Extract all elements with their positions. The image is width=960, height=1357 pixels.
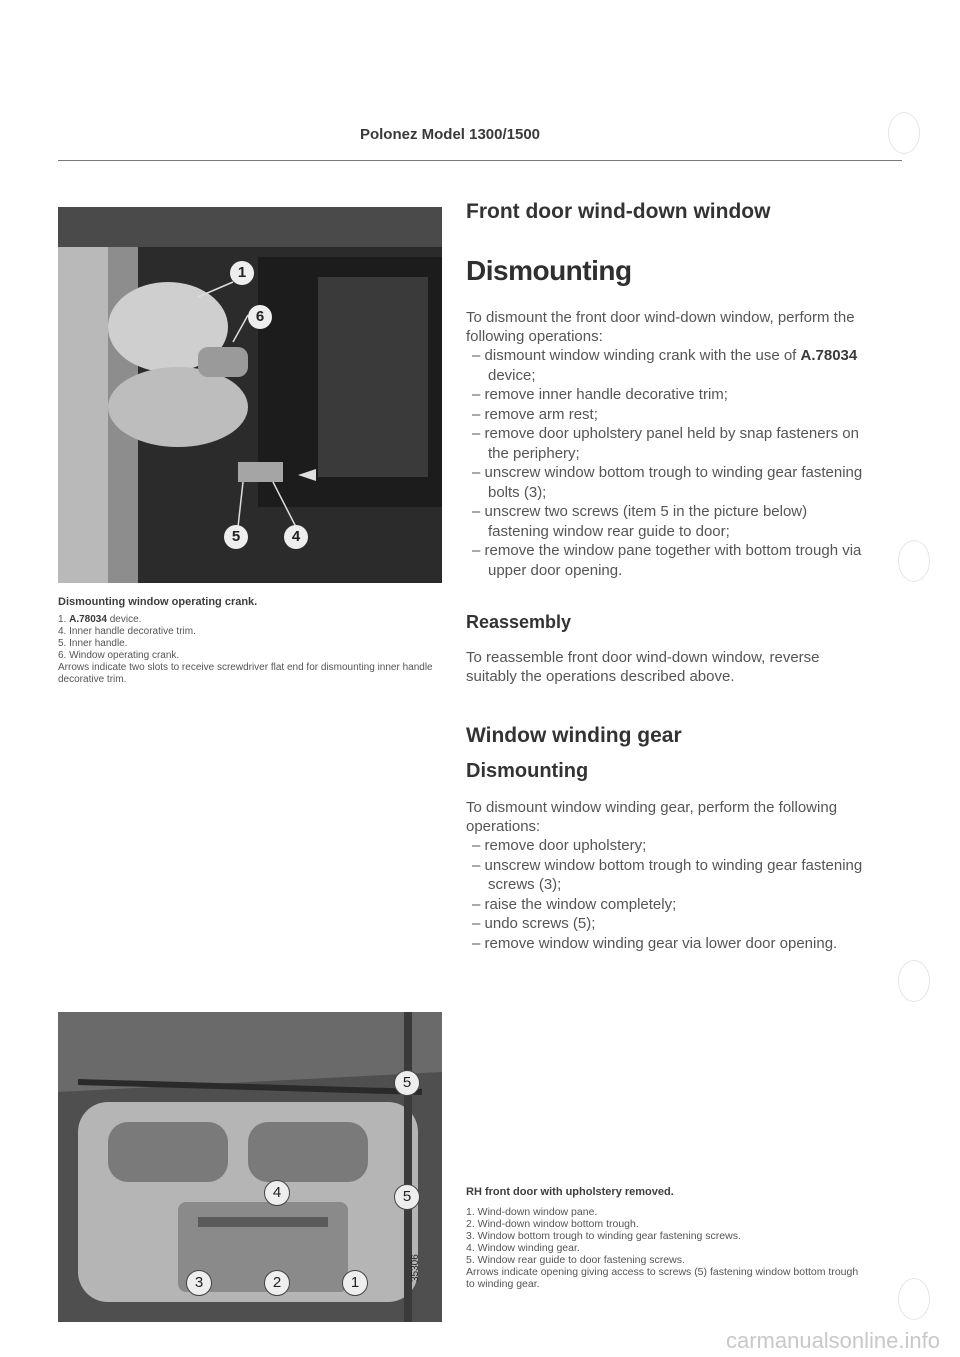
page-corner-mark: [888, 112, 920, 154]
caption-item: Arrows indicate two slots to receive screwdriver flat end for dismounting inner handle decorative trim.: [58, 662, 433, 685]
step-item: – dismount window winding crank with the use of A.78034 device;: [466, 346, 866, 385]
step-item: – unscrew window bottom trough to winding gear fastening bolts (3);: [466, 463, 866, 502]
callout-4: 4: [264, 1180, 290, 1206]
footer-watermark: carmanualsonline.info: [725, 1328, 940, 1353]
caption-item: 3. Window bottom trough to winding gear fastening screws.: [466, 1230, 741, 1242]
page-header-title: Polonez Model 1300/1500: [359, 126, 541, 143]
heading-dismounting: Dismounting: [466, 255, 632, 286]
header-rule: [58, 160, 902, 161]
step-item: – undo screws (5);: [466, 914, 866, 934]
section-title-front-door: Front door wind-down window: [466, 200, 771, 223]
photo-ref-number: 35306: [410, 1254, 421, 1282]
callout-5: 5: [224, 525, 248, 549]
step-item: – remove the window pane together with bottom trough via upper door opening.: [466, 541, 866, 580]
heading-reassembly: Reassembly: [466, 612, 572, 632]
gear-dismount-steps: [466, 836, 866, 953]
section-title-winding-gear: Window winding gear: [466, 724, 682, 747]
heading-dismounting-gear: Dismounting: [466, 760, 589, 782]
step-item: – remove inner handle decorative trim;: [466, 385, 866, 405]
caption-title-top: Dismounting window operating crank.: [58, 596, 258, 608]
callout-2: 2: [264, 1270, 290, 1296]
callout-5-upper: 5: [394, 1070, 420, 1096]
callout-1: 1: [230, 261, 254, 285]
caption-item: Arrows indicate opening giving access to screws (5) fastening window bottom trough to winding gear.: [466, 1266, 859, 1290]
step-item: – remove door upholstery;: [466, 836, 866, 856]
caption-list-bottom: [466, 1206, 866, 1290]
callout-6: 6: [248, 305, 272, 329]
page-corner-mark: [898, 540, 930, 582]
step-item: – remove door upholstery panel held by snap fasteners on the periphery;: [466, 424, 866, 463]
photo-door-inner-panel-illustration: [58, 1012, 442, 1322]
gear-intro: To dismount window winding gear, perform the following operations:: [466, 799, 838, 835]
caption-item: 5. Inner handle.: [58, 638, 128, 649]
caption-title-bottom: RH front door with upholstery removed.: [466, 1186, 674, 1198]
callout-5-lower: 5: [394, 1184, 420, 1210]
photo-door-inner-panel: [58, 1012, 442, 1322]
caption-item: 4. Inner handle decorative trim.: [58, 626, 196, 637]
callout-3: 3: [186, 1270, 212, 1296]
step-item: – raise the window completely;: [466, 895, 866, 915]
step-item: – remove arm rest;: [466, 405, 866, 425]
step-item: – unscrew window bottom trough to winding gear fastening screws (3);: [466, 856, 866, 895]
page-corner-mark: [898, 960, 930, 1002]
front-intro: To dismount the front door wind-down window, perform the following operations:: [466, 309, 855, 345]
caption-item: 1. Wind-down window pane.: [466, 1206, 598, 1218]
front-dismount-steps: [466, 346, 866, 580]
caption-item: 1. A.78034 device.: [58, 614, 142, 625]
reassembly-text: To reassemble front door wind-down window, reverse suitably the operations described above.: [466, 649, 820, 685]
caption-item: 4. Window winding gear.: [466, 1242, 580, 1254]
caption-item: 2. Wind-down window bottom trough.: [466, 1218, 639, 1230]
photo-window-crank: [58, 207, 442, 583]
caption-list-top: [58, 614, 442, 686]
step-item: – unscrew two screws (item 5 in the picture below) fastening window rear guide to door;: [466, 502, 866, 541]
page-corner-mark: [898, 1278, 930, 1320]
caption-item: 6. Window operating crank.: [58, 650, 180, 661]
step-item: – remove window winding gear via lower door opening.: [466, 934, 866, 954]
caption-item: 5. Window rear guide to door fastening screws.: [466, 1254, 685, 1266]
callout-1: 1: [342, 1270, 368, 1296]
callout-4: 4: [284, 525, 308, 549]
